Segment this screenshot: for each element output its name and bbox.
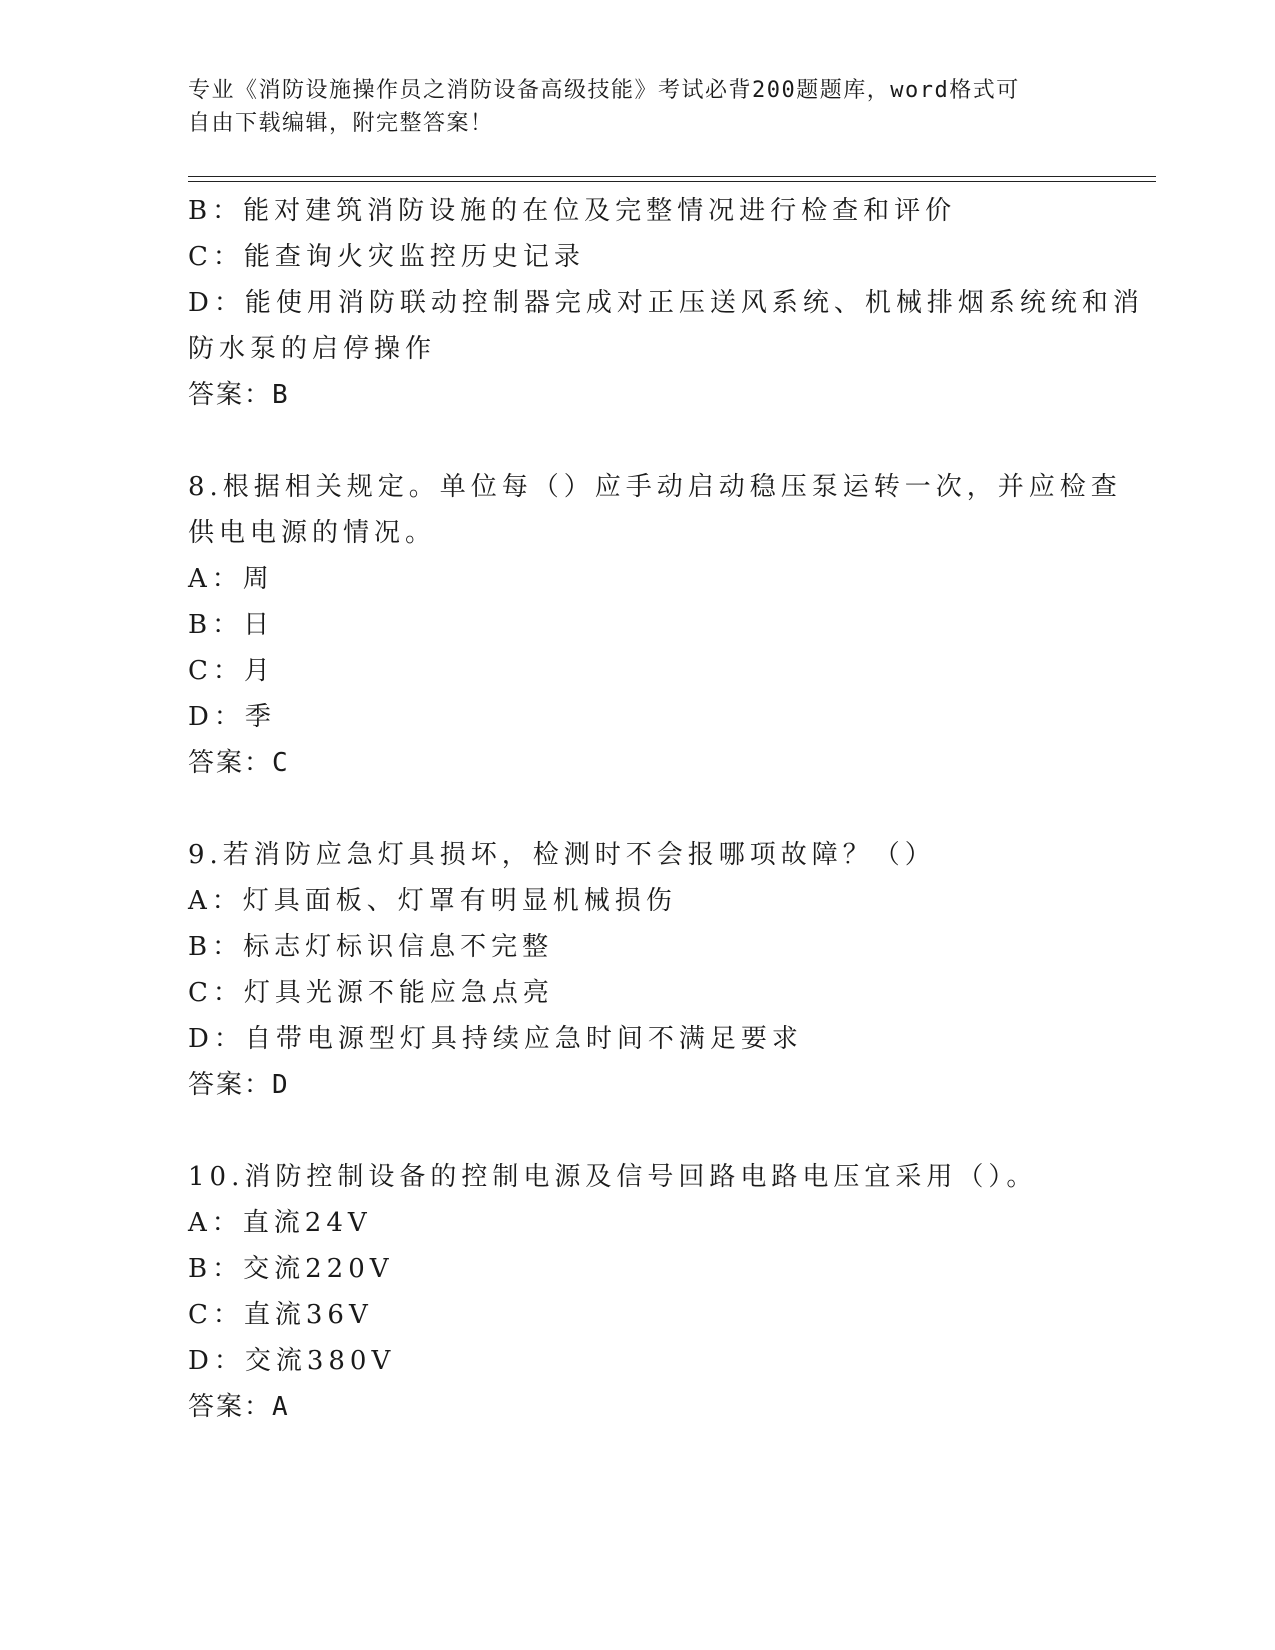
header-line-2: 自由下载编辑，附完整答案！	[188, 111, 494, 136]
option-b: B：标志灯标识信息不完整	[188, 932, 554, 962]
option-d: D：季	[188, 702, 276, 732]
option-b: B：能对建筑消防设施的在位及完整情况进行检查和评价	[188, 196, 957, 226]
option-d-continued: 防水泵的启停操作	[188, 334, 437, 364]
answer: 答案：B	[188, 380, 290, 410]
answer: 答案：A	[188, 1392, 290, 1422]
option-c: C：直流36V	[188, 1300, 373, 1330]
option-a: A：灯具面板、灯罩有明显机械损伤	[188, 886, 677, 916]
header-divider-top	[188, 176, 1156, 177]
answer: 答案：C	[188, 748, 290, 778]
spacer	[188, 418, 1088, 464]
option-d: D：交流380V	[188, 1346, 396, 1376]
question-8	[188, 464, 1122, 786]
option-b: B：交流220V	[188, 1254, 394, 1284]
question-stem: 8.根据相关规定。单位每（）应手动启动稳压泵运转一次，并应检查	[188, 472, 1122, 502]
header-line-1: 专业《消防设施操作员之消防设备高级技能》考试必背200题题库，word格式可	[188, 78, 1020, 103]
question-stem-continued: 供电电源的情况。	[188, 518, 437, 548]
question-7-continued	[188, 188, 1144, 418]
spacer	[188, 1108, 1088, 1154]
option-a: A：直流24V	[188, 1208, 372, 1238]
option-b: B：日	[188, 610, 275, 640]
question-stem: 10.消防控制设备的控制电源及信号回路电路电压宜采用（）。	[188, 1162, 1038, 1192]
document-header	[188, 74, 1068, 140]
spacer	[188, 786, 1088, 832]
option-d: D：自带电源型灯具持续应急时间不满足要求	[188, 1024, 803, 1054]
question-10	[188, 1154, 1088, 1430]
option-d: D：能使用消防联动控制器完成对正压送风系统、机械排烟系统统和消	[188, 288, 1144, 318]
answer: 答案：D	[188, 1070, 290, 1100]
question-stem: 9.若消防应急灯具损坏，检测时不会报哪项故障？（）	[188, 840, 936, 870]
option-c: C：能查询火灾监控历史记录	[188, 242, 585, 272]
option-a: A：周	[188, 564, 274, 594]
option-c: C：月	[188, 656, 275, 686]
question-list	[188, 188, 1144, 1430]
option-c: C：灯具光源不能应急点亮	[188, 978, 554, 1008]
question-9	[188, 832, 1088, 1108]
header-divider-bottom	[188, 181, 1156, 182]
